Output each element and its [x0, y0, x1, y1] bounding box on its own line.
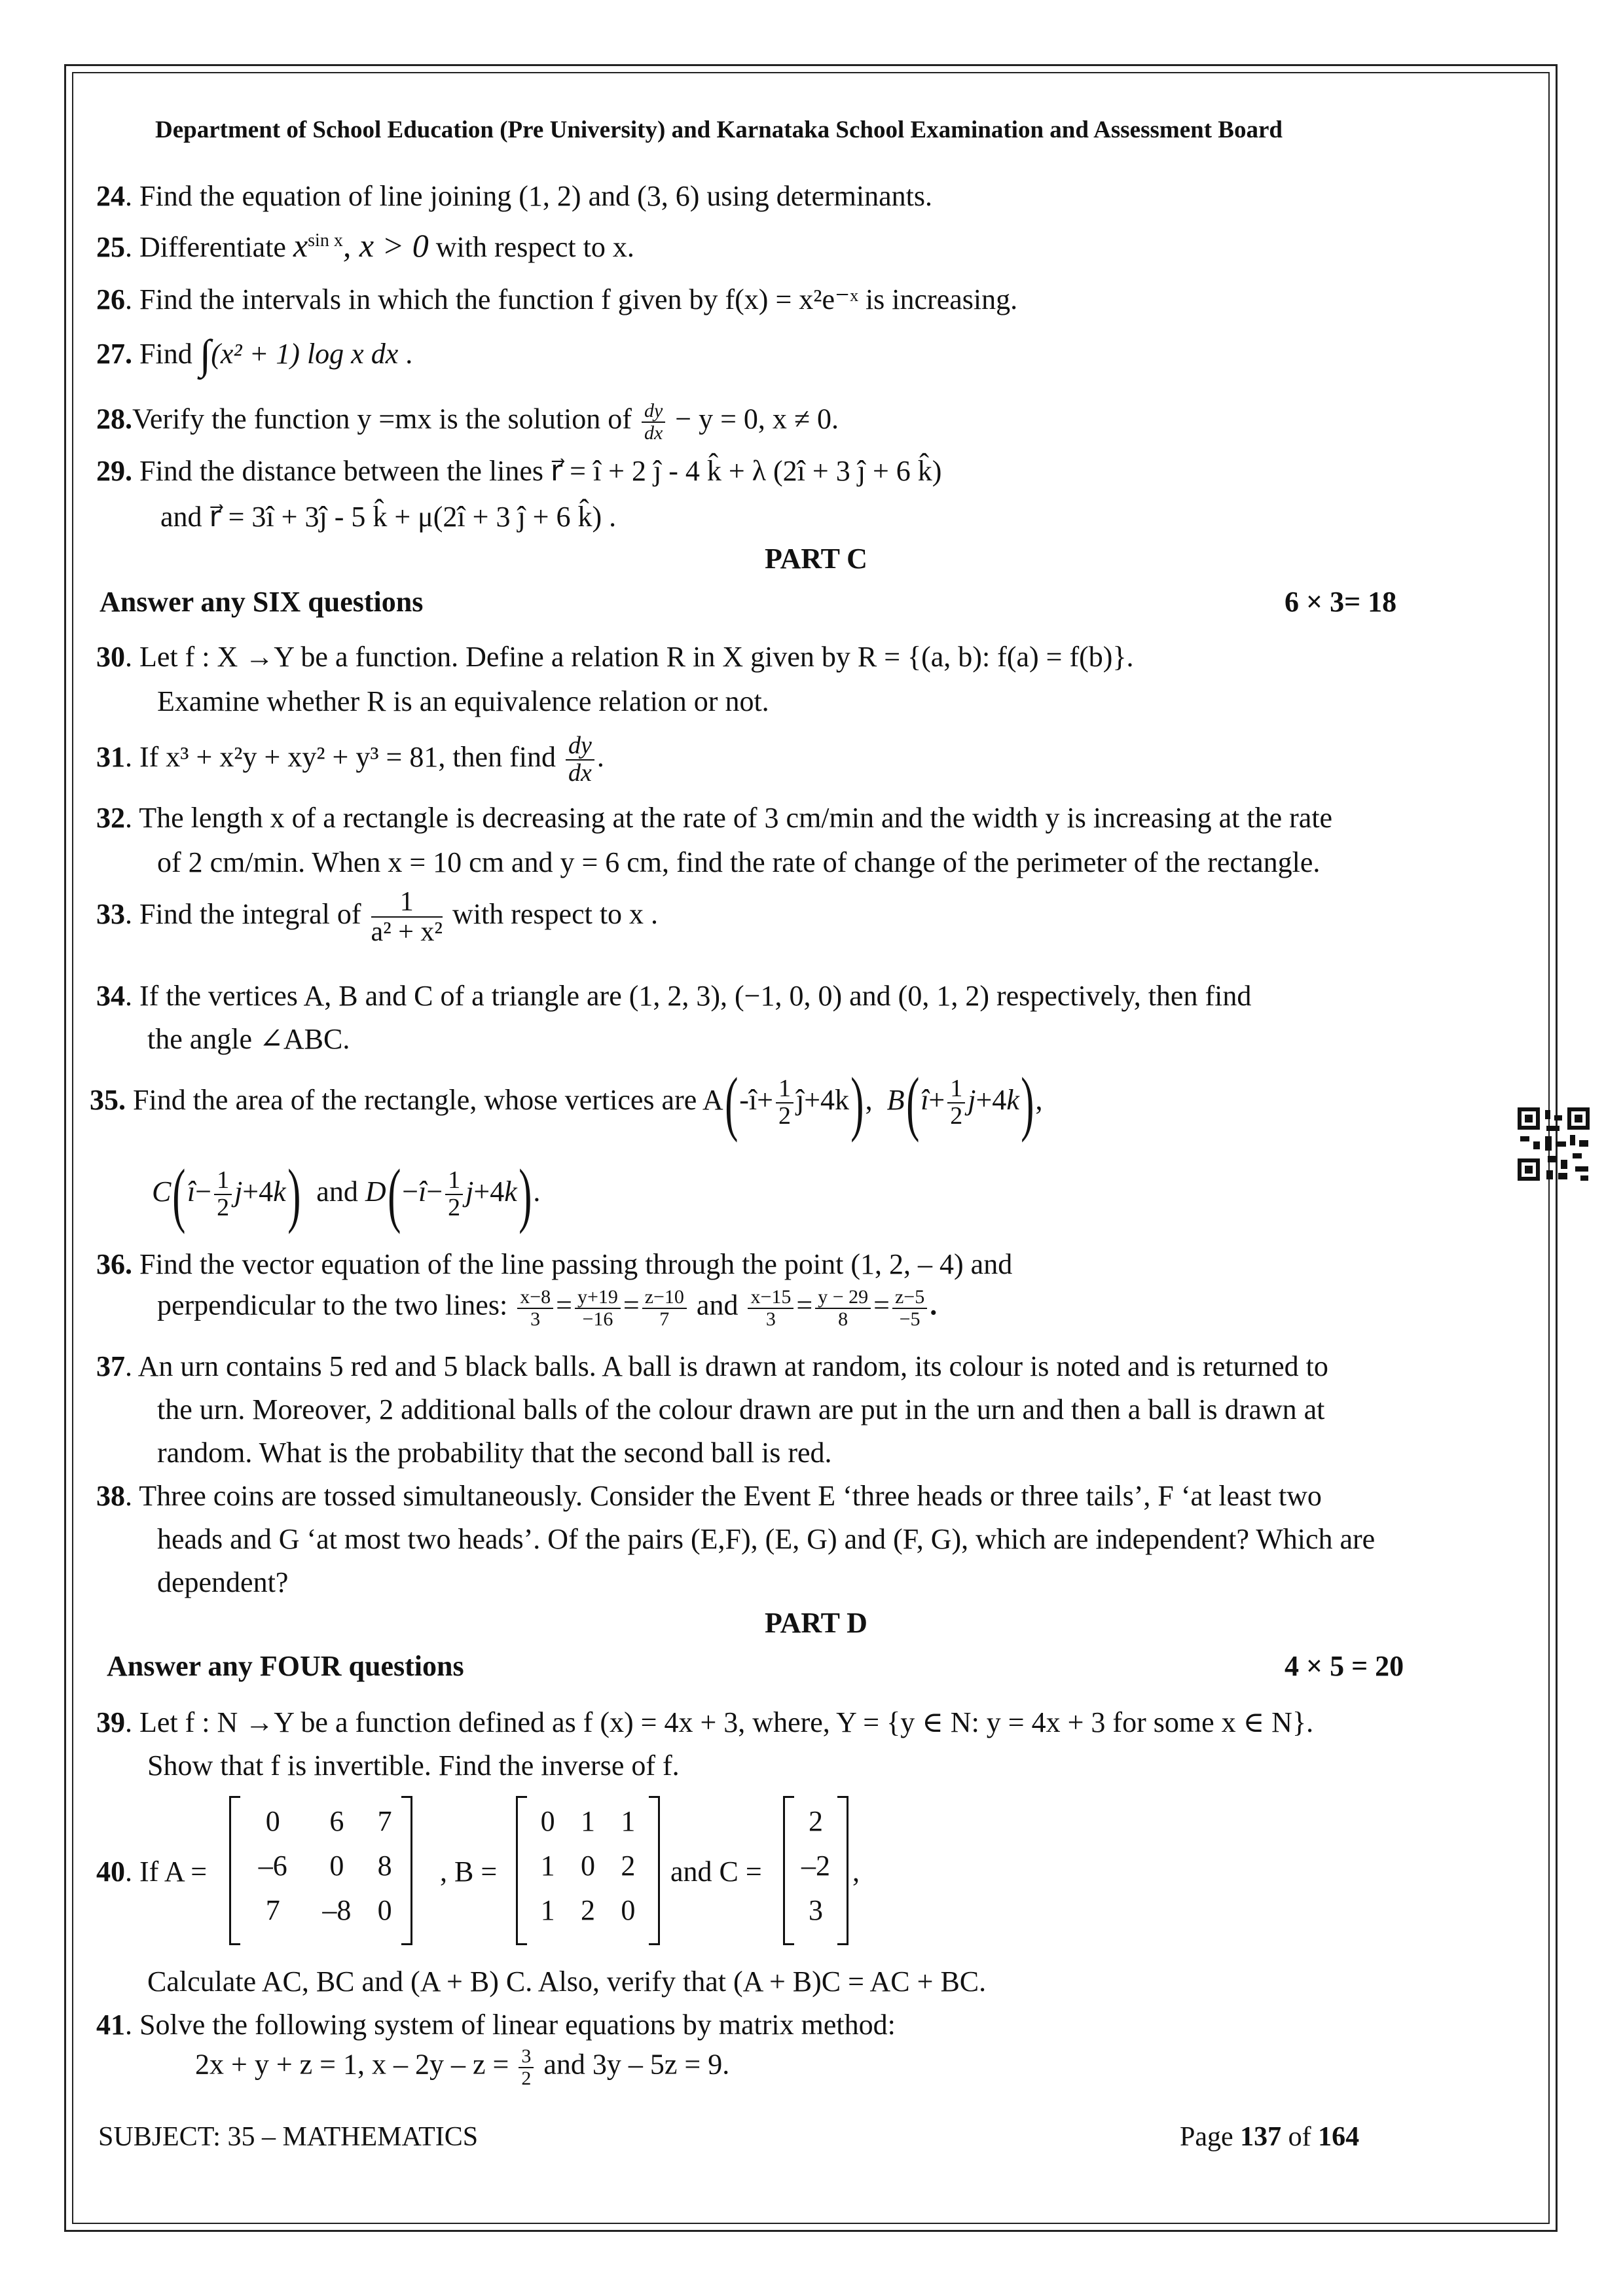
question-33: 33. Find the integral of $\frac{1}{\text{a² + x²}}$ with respect to x .: [96, 887, 659, 948]
question-29-line2: and r⃗ = 3î + 3ĵ - 5 k̂ + μ(2î + 3 ĵ + 6 k̂) .: [160, 501, 617, 533]
question-32-line2: of 2 cm/min. When x = 10 cm and y = 6 cm, find the rate of change of the perimeter of the rectangle.: [157, 846, 1321, 878]
question-31: 31. If x³ + x²y + xy² + y³ = 81, then find $\frac{dy}{dx}$ .: [96, 732, 604, 787]
matrix-c-label: and C =: [670, 1856, 762, 1888]
footer-page-number: Page 137 of 164: [1180, 2122, 1360, 2152]
question-38-line2: heads and G ‘at most two heads’. Of the pairs (E,F), (E, G) and (F, G), which are independent? Which are: [157, 1523, 1376, 1555]
matrix-c: 2 –2 3: [783, 1796, 848, 1945]
question-30-line2: Examine whether R is an equivalence relation or not.: [157, 685, 769, 717]
question-25: 25. Differentiate $x^{sin x}$, x > 0 with respect to x.: [96, 227, 634, 264]
question-29: 29. Find the distance between the lines r⃗ = î + 2 ĵ - 4 k̂ + λ (2î + 3 ĵ + 6 k̂): [96, 455, 942, 487]
question-36: 36. Find the vector equation of the line passing through the point (1, 2, – 4) and: [96, 1248, 1013, 1280]
fraction-1-over-a2-x2: $\frac{1}{\text{a² + x²}}$: [371, 887, 443, 948]
part-c-title: PART C: [765, 543, 867, 575]
matrix-a: 0 6 7 –6 0 8 7 –8 0: [229, 1796, 412, 1945]
page-header: Department of School Education (Pre University) and Karnataka School Examination and Assessment Board: [155, 117, 1283, 143]
question-37-line3: random. What is the probability that the second ball is red.: [157, 1437, 832, 1469]
question-41: 41. Solve the following system of linear equations by matrix method:: [96, 2009, 896, 2041]
question-37: 37. An urn contains 5 red and 5 black balls. A ball is drawn at random, its colour is noted and is returned to: [96, 1350, 1328, 1382]
question-28: 28.Verify the function y =mx is the solution of $\frac{dy}{dx}$ − y = 0, x ≠ 0.: [96, 400, 839, 444]
part-d-title: PART D: [765, 1607, 867, 1639]
question-36-line2: perpendicular to the two lines: $\frac{x-8}{3}$ = $\frac{y+19}{-16}$ = $\frac{z-10}{7}$ and $\frac{x-15}{3}$ = $\frac{y - 29}{8}$ = $\frac{z-5}{-5}$ .: [157, 1286, 938, 1330]
matrix-b-label: , B =: [440, 1856, 498, 1888]
fraction-dy-dx: $\frac{dy}{dx}$: [642, 401, 665, 443]
question-41-equations: 2x + y + z = 1, x – 2y – z = $\frac{3}{2}$ and 3y – 5z = 9.: [195, 2045, 730, 2089]
question-38: 38. Three coins are tossed simultaneously. Consider the Event E ‘three heads or three tails’, F ‘at least two: [96, 1480, 1322, 1512]
question-39: 39. Let f : N →Y be a function defined as f (x) = 4x + 3, where, Y = {y ∈ N: y = 4x + 3 for some x ∈ N}.: [96, 1706, 1314, 1738]
question-38-line3: dependent?: [157, 1566, 289, 1598]
part-d-marks: 4 × 5 = 20: [1285, 1650, 1404, 1682]
question-37-line2: the urn. Moreover, 2 additional balls of the colour drawn are put in the urn and then a ball is drawn at: [157, 1393, 1325, 1426]
question-35-line2: C(î− $\frac{1}{2}$ j+4k) and D(−î− $\frac{1}{2}$ j+4k).: [152, 1155, 541, 1234]
question-40-line2: Calculate AC, BC and (A + B) C. Also, verify that (A + B)C = AC + BC.: [147, 1965, 987, 1998]
matrix-b: 0 1 1 1 0 2 1 2 0: [516, 1796, 660, 1945]
qr-code: [1518, 1107, 1590, 1181]
fraction-dy-dx: $\frac{dy}{dx}$: [566, 733, 594, 787]
part-c-marks: 6 × 3= 18: [1285, 586, 1397, 618]
question-26: 26. Find the intervals in which the function f given by f(x) = x²e⁻ˣ is increasing.: [96, 283, 1018, 315]
question-34: 34. If the vertices A, B and C of a triangle are (1, 2, 3), (−1, 0, 0) and (0, 1, 2) respectively, then find: [96, 980, 1252, 1012]
question-32: 32. The length x of a rectangle is decreasing at the rate of 3 cm/min and the width y is increasing at the rate: [96, 802, 1333, 834]
matrix-end-comma: ,: [852, 1856, 860, 1888]
question-24: 24. Find the equation of line joining (1, 2) and (3, 6) using determinants.: [96, 180, 933, 212]
part-d-instruction: Answer any FOUR questions: [107, 1650, 464, 1682]
question-27: 27. Find ∫(x² + 1) log x dx .: [96, 331, 413, 378]
question-35: 35. Find the area of the rectangle, whose vertices are A(-î+ $\frac{1}{2}$ ĵ+4k), B(î+ $\frac{1}{2}$ j+4k),: [90, 1063, 1043, 1143]
footer-subject: SUBJECT: 35 – MATHEMATICS: [98, 2122, 479, 2152]
question-39-line2: Show that f is invertible. Find the inverse of f.: [147, 1749, 680, 1782]
part-c-instruction: Answer any SIX questions: [100, 586, 424, 618]
question-40: 40. If A =: [96, 1856, 208, 1888]
question-30: 30. Let f : X →Y be a function. Define a relation R in X given by R = {(a, b): f(a) = f(b)}.: [96, 641, 1134, 673]
question-34-line2: the angle ∠ABC.: [147, 1023, 350, 1055]
